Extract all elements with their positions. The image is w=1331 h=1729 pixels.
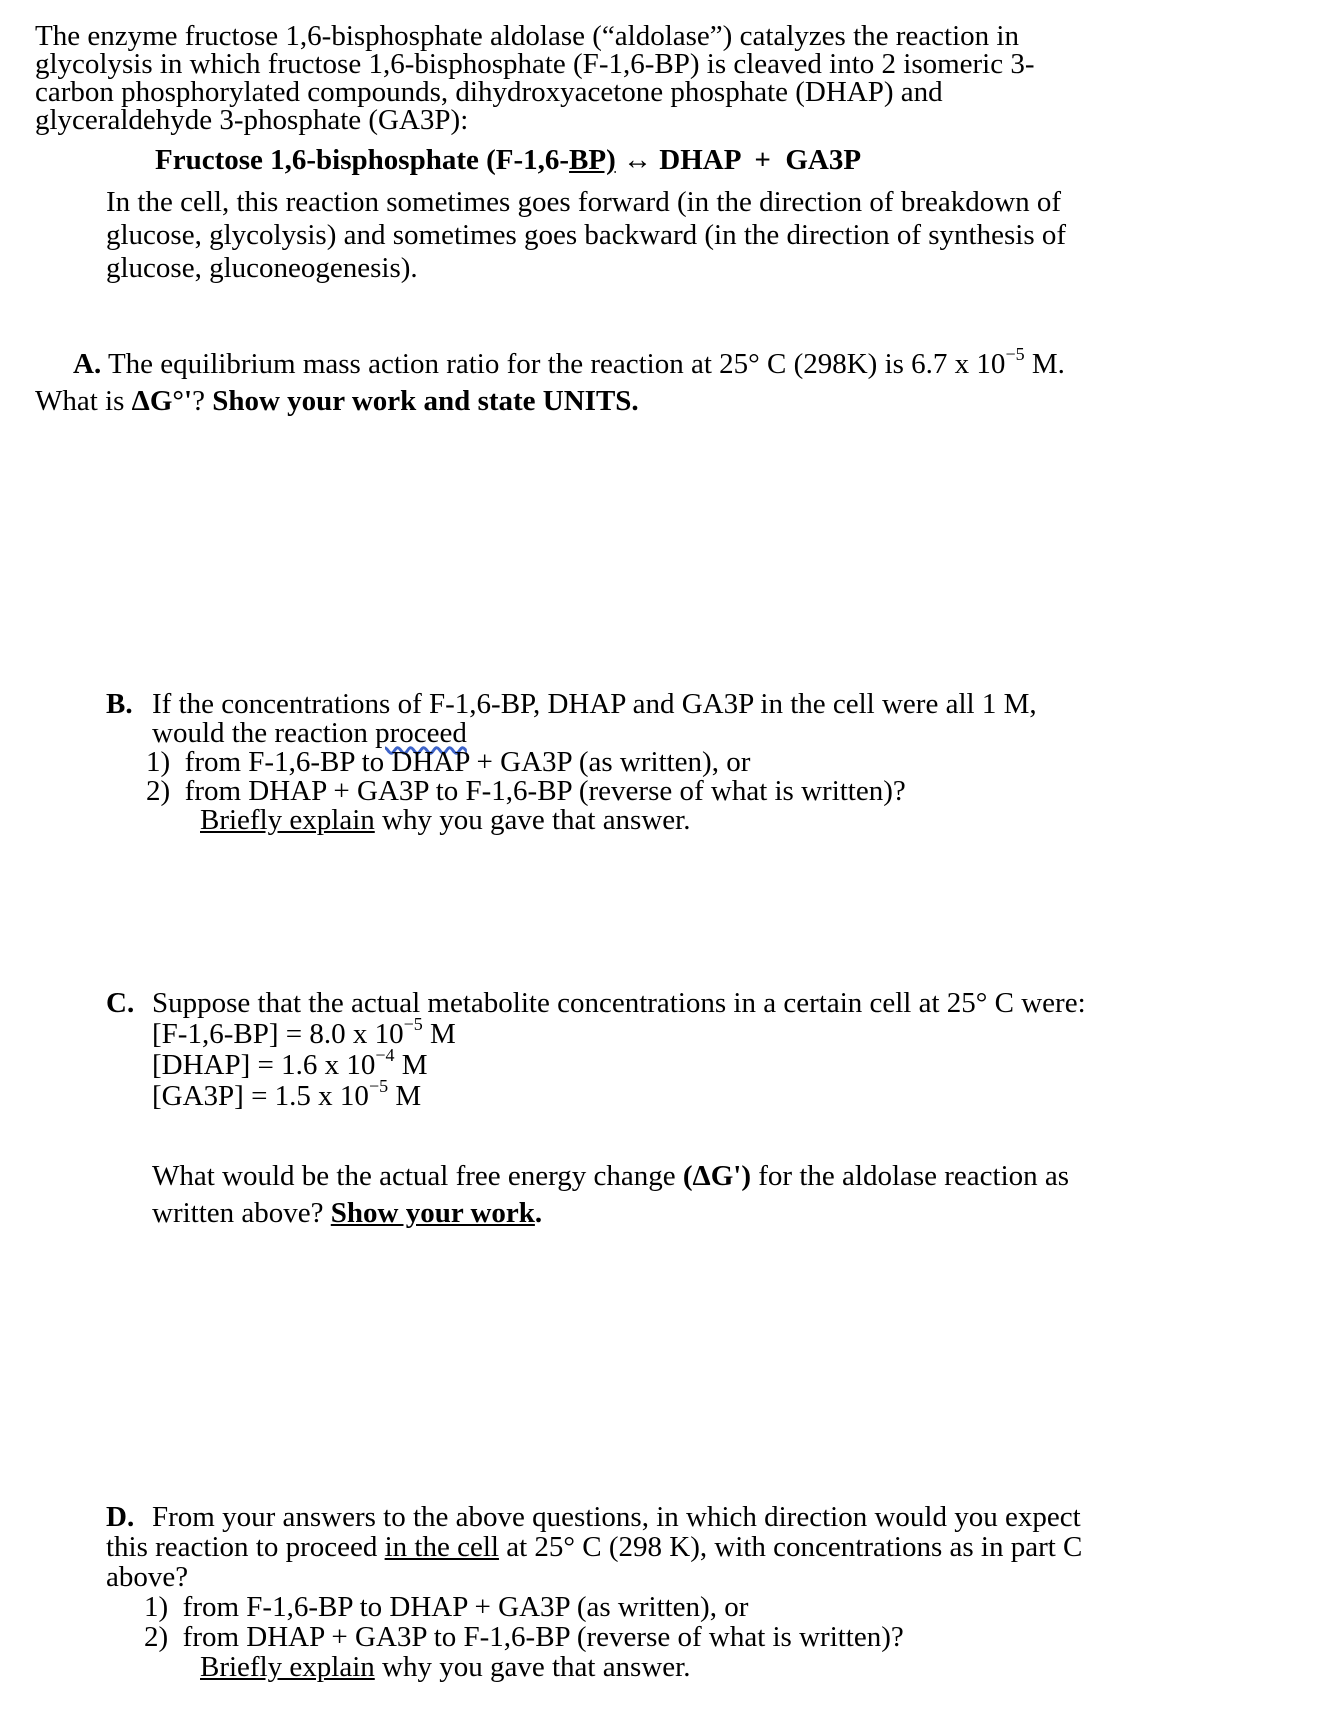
- part-c-line-1: [106, 988, 1086, 1019]
- reaction-left-underlined: BP): [569, 144, 616, 176]
- direction-line-2: glucose, glycolysis) and sometimes goes backward (in the direction of synthesis of: [106, 219, 1067, 251]
- part-d-letter: D.: [106, 1501, 135, 1533]
- direction-line-1: In the cell, this reaction sometimes goes forward (in the direction of breakdown of: [106, 186, 1062, 218]
- conc-unit: M: [388, 1080, 422, 1112]
- reaction-left: Fructose 1,6-bisphosphate (F-1,6-: [155, 144, 570, 176]
- conc-label: [DHAP] = 1.6 x 10: [152, 1049, 376, 1081]
- conc-dhap: [106, 1045, 1086, 1081]
- part-b-text-2: would the reaction: [152, 717, 376, 749]
- part-c-question-line-2: [152, 1195, 1069, 1232]
- part-d-line-3: above?: [106, 1561, 189, 1593]
- part-b-line-1: [106, 690, 1037, 719]
- part-a-qmark: ?: [192, 385, 213, 417]
- intro-line-2: glycolysis in which fructose 1,6-bisphosphate (F-1,6-BP) is cleaved into 2 isomeric 3-: [35, 48, 1035, 80]
- part-b-explain-rest: why you gave that answer.: [374, 804, 691, 836]
- intro-line-3: carbon phosphorylated compounds, dihydroxyacetone phosphate (DHAP) and: [35, 76, 943, 108]
- part-a-exponent: −5: [1005, 344, 1025, 365]
- part-d-option-1: 1) from F-1,6-BP to DHAP + GA3P (as written), or: [144, 1591, 749, 1623]
- conc-label: [GA3P] = 1.5 x 10: [152, 1080, 369, 1112]
- delta-g-standard-symbol: ΔG°': [131, 385, 193, 417]
- part-b-option-2: 2) from DHAP + GA3P to F-1,6-BP (reverse of what is written)?: [146, 775, 906, 807]
- part-d-in-the-cell: in the cell: [384, 1531, 499, 1563]
- conc-ga3p: [106, 1076, 1086, 1112]
- part-b-line-2: [106, 719, 1037, 748]
- part-a-unit: M.: [1024, 348, 1065, 380]
- part-c-letter: C.: [106, 987, 135, 1019]
- part-b-text: If the concentrations of F-1,6-BP, DHAP and GA3P in the cell were all 1 M,: [152, 688, 1037, 720]
- part-d-line-1: [106, 1502, 1082, 1532]
- part-d-explain-underlined: Briefly explain: [200, 1651, 375, 1683]
- part-a-letter: A.: [73, 348, 102, 380]
- conc-unit: M: [422, 1018, 456, 1050]
- intro-line-1: The enzyme fructose 1,6-bisphosphate aldolase (“aldolase”) catalyzes the reaction in: [35, 20, 1019, 52]
- part-d: [106, 1502, 1082, 1682]
- part-d-line-2: [106, 1532, 1082, 1562]
- part-c: [106, 988, 1086, 1112]
- part-c-question-text-end: for the aldolase reaction as: [751, 1160, 1070, 1192]
- direction-line-3: glucose, gluconeogenesis).: [106, 252, 418, 284]
- part-a-line-2: [35, 383, 1065, 420]
- part-b-explain-underlined: Briefly explain: [200, 804, 375, 836]
- part-b-option-1: 1) from F-1,6-BP to DHAP + GA3P (as written), or: [146, 746, 751, 778]
- intro-line-4: glyceraldehyde 3-phosphate (GA3P):: [35, 104, 469, 136]
- part-d-option-2: 2) from DHAP + GA3P to F-1,6-BP (reverse of what is written)?: [144, 1621, 904, 1653]
- part-d-text-2-end: at 25° C (298 K), with concentrations as in part C: [498, 1531, 1083, 1563]
- part-c-text: Suppose that the actual metabolite concentrations in a certain cell at 25° C were:: [152, 987, 1086, 1019]
- conc-exponent: −5: [368, 1076, 389, 1097]
- part-d-text: From your answers to the above questions, in which direction would you expect: [152, 1501, 1081, 1533]
- part-c-period: .: [534, 1197, 543, 1229]
- part-c-show-work: Show your work: [330, 1197, 535, 1229]
- part-c-question: [152, 1158, 1069, 1232]
- part-d-explain: [106, 1652, 1082, 1682]
- part-a: [35, 346, 1065, 420]
- part-b-proceed: proceed: [375, 717, 467, 749]
- reaction-equation: [155, 145, 861, 175]
- part-d-explain-rest: why you gave that answer.: [374, 1651, 691, 1683]
- part-a-instruction: Show your work and state UNITS.: [212, 385, 639, 417]
- conc-unit: M: [394, 1049, 428, 1081]
- part-b: [106, 690, 1037, 835]
- reaction-arrow: ↔: [623, 144, 653, 176]
- conc-exponent: −4: [375, 1045, 395, 1066]
- direction-paragraph: [106, 186, 1066, 285]
- part-d-text-2: this reaction to proceed: [106, 1531, 385, 1563]
- part-a-question: What is: [35, 385, 132, 417]
- part-b-letter: B.: [106, 688, 133, 720]
- part-a-line-1: [35, 346, 1065, 383]
- conc-label: [F-1,6-BP] = 8.0 x 10: [152, 1018, 404, 1050]
- part-b-explain: [106, 806, 1037, 835]
- delta-g-actual-symbol: (ΔG'): [682, 1160, 752, 1192]
- intro-paragraph: [35, 22, 1035, 134]
- part-c-question-text: What would be the actual free energy change: [152, 1160, 683, 1192]
- reaction-right: DHAP + GA3P: [659, 144, 862, 176]
- conc-exponent: −5: [403, 1014, 423, 1035]
- conc-f16bp: [106, 1014, 1086, 1050]
- part-c-question-line-1: [152, 1158, 1069, 1195]
- part-a-text: The equilibrium mass action ratio for the reaction at 25° C (298K) is 6.7 x 10: [107, 348, 1006, 380]
- part-c-question-text-2: written above?: [152, 1197, 331, 1229]
